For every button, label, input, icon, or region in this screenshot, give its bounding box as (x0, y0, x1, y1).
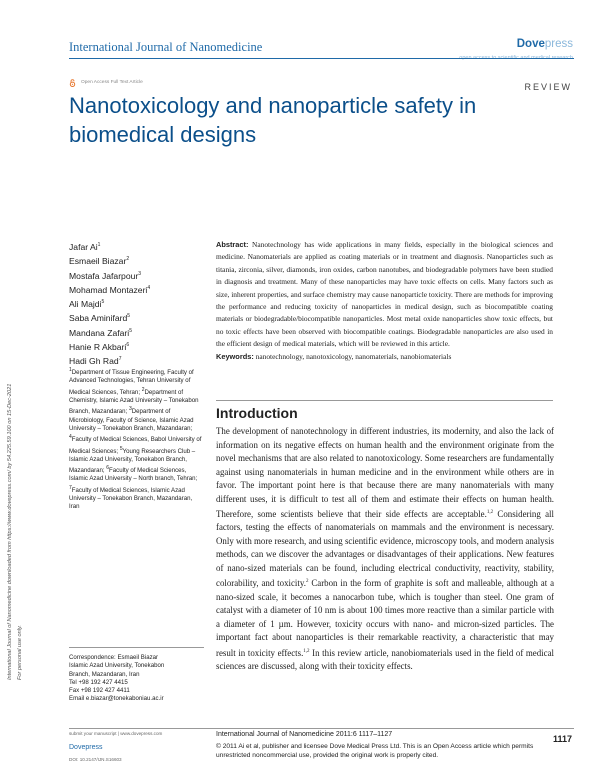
author: Ali Majdi$^5$ (69, 298, 105, 309)
keywords (216, 351, 553, 363)
correspondence-rule (69, 647, 204, 648)
citation-ref[interactable]: 2 (305, 579, 309, 585)
publisher-logo-press: press (544, 38, 573, 50)
correspondence-address-2: Branch, Mazandaran, Iran (69, 670, 140, 678)
correspondence-label: Correspondence: Esmaeil Biazar (69, 654, 159, 661)
side-note-line-2: For personal use only. (17, 625, 23, 680)
author: Esmaeil Biazar$^2$ (69, 256, 130, 267)
introduction-paragraph: The development of nanotechnology in different industries, its modernity, and also the lack of information on its negative effects on human health and the environment originate from the novel mechanisms that are also related to nanotoxicology. Some researchers are fundamentally against using nanomaterials in human medicine and in the environment while others are in favor. The important point here is that because there are many nanomaterials with many different uses, it is difficult to test all of them and estimate their effects on human health. Therefore, some scientists believe that their side effects are acceptable.$^{1,2}$ Considering all factors, testing the effects of nanomaterials on mammals and the environment is necessary. Only with more research, and using scientific evidence, microscopy tools, and modern analysis methods, can we discover the advantages or disadvantages of their applications. New features of nano-sized materials can be found, including electrical conductivity, reactivity, stability, colorability, and toxicity.$^2$ Carbon in the form of graphite is soft and malleable, although at a nano-sized scale, it becomes a nanocarbon tube, which is tougher than steel. One gram of catalyst with a diameter of 10 nm is about 100 times more reactive than a similar particle with a diameter of 1 µm. However, toxicity occurs with nano- and micron-sized particles. The important fact about nanoparticles is their remarkable reactivity, a characteristic that may result in toxicity effects.$^{1,2}$ In this review article, nanobiomaterials used in the field of medical sciences are discussed, along with their toxicity effects. (216, 426, 555, 672)
correspondence-address-1: Islamic Azad University, Tonekabon (69, 662, 165, 670)
author: Mandana Zafari$^5$ (69, 327, 132, 338)
footer-dovepress-logo[interactable]: Dovepress (69, 744, 103, 751)
abstract (216, 239, 553, 363)
correspondence-email[interactable]: Email e.biazar@tonekaboniau.ac.ir (69, 695, 164, 703)
publisher-tagline: open access to scientific and medical research (459, 55, 573, 61)
footer-doi[interactable]: DOI: 10.2147/IJN.S16603 (69, 757, 122, 762)
correspondence (69, 654, 204, 704)
footer-rule (69, 728, 574, 729)
submit-manuscript-link[interactable]: submit your manuscript | www.dovepress.com (69, 731, 163, 736)
journal-title: International Journal of Nanomedicine (69, 40, 263, 54)
page-number: 1117 (552, 734, 572, 744)
author-list (69, 239, 209, 367)
footer-citation: International Journal of Nanomedicine 2011:6 1117–1127 (216, 731, 393, 738)
keywords-text: nanotechnology, nanotoxicology, nanomaterials, nanobiomaterials (255, 351, 452, 361)
author: Mohamad Montazeri$^4$ (69, 284, 151, 295)
abstract-text: Nanotechnology has wide applications in many fields, especially in the biological sciences and medicine. Nanomaterials are applied as coating materials or in treatment and diagnosis. Nanoparticles such as titania, zirconia, silver, diamonds, iron oxides, carbon nanotubes, and biodegradable polymers have been studied in diagnosis and treatment. Many of these nanoparticles may have toxic effects on cells. Many factors such as size, inherent properties, and surface chemistry may cause nanoparticle toxicity. There are methods for improving the performance and reducing toxicity of nanoparticles in medical design, such as biocompatible coating materials or biodegradable/biocompatible nanoparticles. Most metal oxide nanoparticles show toxic effects, but no toxic effects have been observed with biocompatible coatings. Biodegradable nanoparticles are also used in the efficient design of medical materials, which will be reviewed in this article. (216, 240, 553, 349)
author: Jafar Ai$^1$ (69, 241, 101, 252)
publisher-logo[interactable] (517, 38, 573, 50)
abstract-rule (216, 400, 553, 401)
open-access-icon (69, 79, 76, 87)
side-note-line-1: International Journal of Nanomedicine downloaded from https://www.dovepress.com/ by 54.225.59.100 on 15-Dec-2021 (7, 383, 13, 680)
abstract-label: Abstract: (216, 240, 249, 249)
citation-ref[interactable]: 1,2 (303, 648, 310, 654)
section-heading-introduction: Introduction (216, 405, 298, 421)
side-download-note (5, 120, 25, 680)
header-rule (69, 58, 574, 59)
abstract-body (216, 239, 553, 351)
footer-copyright: © 2011 Ai et al, publisher and licensee Dove Medical Press Ltd. This is an Open Access article which permits unrestricted noncommercial use, provided the original work is properly cited. (216, 743, 534, 759)
correspondence-fax: Fax +98 192 427 4411 (69, 687, 130, 695)
author: Hanie R Akbari$^6$ (69, 341, 130, 352)
citation-ref[interactable]: 1,2 (486, 510, 494, 515)
open-access-note: Open Access Full Text Article (81, 80, 143, 85)
article-title: Nanotoxicology and nanoparticle safety in biomedical designs (69, 93, 477, 147)
article-type: REVIEW (524, 82, 572, 92)
publisher-logo-dove: Dove (516, 38, 545, 50)
keywords-label: Keywords: (216, 351, 254, 361)
author: Saba Aminifard$^5$ (69, 313, 131, 324)
author: Hadi Gh Rad$^7$ (69, 355, 122, 366)
correspondence-tel: Tel +98 192 427 4415 (69, 678, 128, 686)
author: Mostafa Jafarpour$^3$ (69, 270, 142, 281)
affiliations: $^1$Department of Tissue Engineering, Faculty of Advanced Technologies, Tehran University of Medical Sciences, Tehran; $^2$Department of Chemistry, Islamic Azad University – Tonekabon Branch, Mazandaran; $^3$Department of Microbiology, Faculty of Science, Islamic Azad University – Tonekabon Branch, Mazandaran; $^4$Faculty of Medical Sciences, Babol University of Medical Sciences; $^5$Young Researchers Club – Islamic Azad University, Tonekabon Branch, Mazandaran; $^6$Faculty of Medical Sciences, Islamic Azad University – North branch, Tehran; $^7$Faculty of Medical Sciences, Islamic Azad University – Tonekabon Branch, Mazandaran, Iran (69, 367, 202, 511)
